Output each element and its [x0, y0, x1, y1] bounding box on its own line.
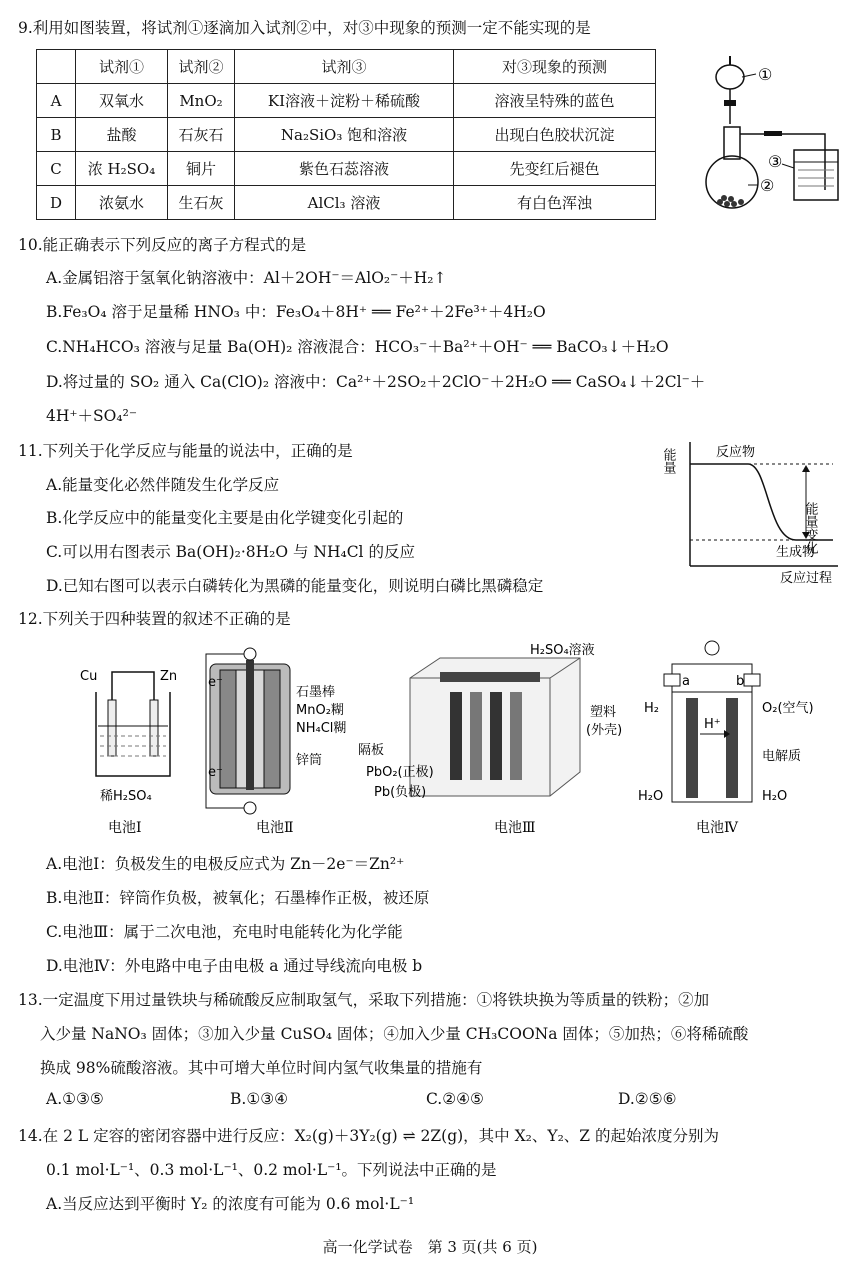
- energy-ylabel: 能量: [660, 448, 676, 474]
- cell-4-electrolyte: 电解质: [762, 749, 802, 764]
- table-cell: 盐酸: [76, 118, 168, 152]
- q11-option-d: D.已知右图可以表示白磷转化为黑磷的能量变化，则说明白磷比黑磷稳定: [46, 577, 544, 595]
- q11-option-c: C.可以用右图表示 Ba(OH)₂·8H₂O 与 NH₄Cl 的反应: [46, 543, 415, 561]
- table-cell: C: [37, 152, 76, 186]
- table-cell: 铜片: [168, 152, 235, 186]
- cell-2-mno2: MnO₂糊: [296, 703, 344, 718]
- q14-stem-line-2: 0.1 mol·L⁻¹、0.3 mol·L⁻¹、0.2 mol·L⁻¹。下列说法中正确的是: [46, 1161, 497, 1179]
- table-cell: Na₂SiO₃ 饱和溶液: [235, 118, 454, 152]
- fig-label-2: ②: [760, 176, 775, 195]
- table-cell: 出现白色胶状沉淀: [454, 118, 656, 152]
- table-cell: AlCl₃ 溶液: [235, 186, 454, 220]
- cell-2-e-bottom: e⁻: [208, 765, 223, 780]
- table-cell: 石灰石: [168, 118, 235, 152]
- q10-option-a: A.金属铝溶于氢氧化钠溶液中：Al＋2OH⁻＝AlO₂⁻＋H₂↑: [46, 269, 447, 287]
- q11-stem: 11.下列关于化学反应与能量的说法中，正确的是: [18, 442, 353, 460]
- q12-stem: 12.下列关于四种装置的叙述不正确的是: [18, 610, 291, 628]
- table-cell: KI溶液＋淀粉＋稀硫酸: [235, 84, 454, 118]
- q13-stem-line-3: 换成 98%硫酸溶液。其中可增大单位时间内氢气收集量的措施有: [40, 1059, 483, 1077]
- q13-option-b: B.①③④: [230, 1090, 289, 1108]
- reactant-label: 反应物: [716, 445, 756, 460]
- table-cell: 溶液呈特殊的蓝色: [454, 84, 656, 118]
- cell-3-shell: (外壳): [586, 723, 623, 738]
- cell-2-rod: 石墨棒: [296, 685, 336, 700]
- cell-1-name: 电池Ⅰ: [108, 820, 142, 836]
- cell-2-name: 电池Ⅱ: [256, 820, 294, 836]
- table-header: [37, 50, 76, 84]
- table-cell: D: [37, 186, 76, 220]
- q10-option-d-cont: 4H⁺＋SO₄²⁻: [46, 407, 137, 425]
- cell-3-separator: 隔板: [358, 743, 385, 758]
- energy-diagram: [660, 436, 854, 586]
- cell-3-name: 电池Ⅲ: [494, 820, 536, 836]
- q13-stem-line-1: 13.一定温度下用过量铁块与稀硫酸反应制取氢气，采取下列措施：①将铁块换为等质量的铁粉；②加: [18, 991, 710, 1009]
- table-cell: 先变红后褪色: [454, 152, 656, 186]
- q14-option-a: A.当反应达到平衡时 Y₂ 的浓度有可能为 0.6 mol·L⁻¹: [46, 1195, 415, 1213]
- energy-change-label: 能量变化: [802, 502, 818, 554]
- q13-options: [0, 1090, 860, 1112]
- q12-option-b: B.电池Ⅱ：锌筒作负极，被氧化；石墨棒作正极，被还原: [46, 889, 430, 907]
- cell-4-h2: H₂: [644, 701, 659, 716]
- cell-2-can: 锌筒: [296, 753, 323, 768]
- cell-4-h2o-right: H₂O: [762, 789, 788, 804]
- q9-table: [36, 49, 656, 220]
- table-row: [37, 152, 656, 186]
- table-header: 试剂③: [235, 50, 454, 84]
- cell-1-cu: Cu: [80, 669, 98, 684]
- cell-3-negative: Pb(负极): [374, 785, 427, 800]
- table-cell: MnO₂: [168, 84, 235, 118]
- q9-apparatus-figure: [690, 42, 850, 217]
- table-cell: A: [37, 84, 76, 118]
- cell-2-diagram: [206, 648, 346, 836]
- table-row: [37, 118, 656, 152]
- q10-stem: 10.能正确表示下列反应的离子方程式的是: [18, 236, 307, 254]
- table-cell: 有白色浑浊: [454, 186, 656, 220]
- table-header: 试剂②: [168, 50, 235, 84]
- cell-2-nh4cl: NH₄Cl糊: [296, 721, 347, 736]
- cell-4-hplus: H⁺: [704, 717, 721, 732]
- table-row: [37, 84, 656, 118]
- fig-label-3: ③: [768, 152, 783, 171]
- cell-3-plastic: 塑料: [590, 705, 617, 720]
- table-header: 对③现象的预测: [454, 50, 656, 84]
- table-row: [37, 186, 656, 220]
- q10-option-b: B.Fe₃O₄ 溶于足量稀 HNO₃ 中：Fe₃O₄＋8H⁺ ══ Fe²⁺＋2Fe³⁺＋4H₂O: [46, 303, 546, 321]
- q11-option-a: A.能量变化必然伴随发生化学反应: [46, 476, 280, 494]
- q13-option-d: D.②⑤⑥: [618, 1090, 677, 1108]
- cell-3-diagram: [358, 642, 622, 836]
- q14-stem-line-1: 14.在 2 L 定容的密闭容器中进行反应：X₂(g)＋3Y₂(g) ⇌ 2Z(g)，其中 X₂、Y₂、Z 的起始浓度分别为: [18, 1127, 719, 1145]
- cell-4-electrode-b: b: [736, 674, 745, 689]
- q13-option-c: C.②④⑤: [426, 1090, 484, 1108]
- q12-option-a: A.电池Ⅰ：负极发生的电极反应式为 Zn－2e⁻＝Zn²⁺: [46, 855, 405, 873]
- cell-3-solution: H₂SO₄溶液: [530, 643, 595, 658]
- product-label: 生成物: [776, 545, 816, 560]
- cell-4-o2: O₂(空气): [762, 701, 814, 716]
- cell-4-h2o-left: H₂O: [638, 789, 664, 804]
- table-cell: 浓氨水: [76, 186, 168, 220]
- cell-1-diagram: [80, 669, 177, 836]
- table-cell: B: [37, 118, 76, 152]
- table-cell: 浓 H₂SO₄: [76, 152, 168, 186]
- fig-label-1: ①: [758, 65, 773, 84]
- q11-option-b: B.化学反应中的能量变化主要是由化学键变化引起的: [46, 509, 404, 527]
- cell-4-electrode-a: a: [682, 674, 690, 689]
- q9-stem: 9.利用如图装置，将试剂①逐滴加入试剂②中，对③中现象的预测一定不能实现的是: [18, 19, 591, 37]
- cell-2-e-top: e⁻: [208, 675, 223, 690]
- q12-option-d: D.电池Ⅳ：外电路中电子由电极 a 通过导线流向电极 b: [46, 957, 423, 975]
- cell-1-zn: Zn: [160, 669, 178, 684]
- q10-option-c: C.NH₄HCO₃ 溶液与足量 Ba(OH)₂ 溶液混合：HCO₃⁻＋Ba²⁺＋OH⁻ ══ BaCO₃↓＋H₂O: [46, 338, 669, 356]
- table-header-row: [37, 50, 656, 84]
- q10-option-d: D.将过量的 SO₂ 通入 Ca(ClO)₂ 溶液中：Ca²⁺＋2SO₂＋2ClO⁻＋2H₂O ══ CaSO₄↓＋2Cl⁻＋: [46, 373, 706, 391]
- table-cell: 双氧水: [76, 84, 168, 118]
- cell-3-positive: PbO₂(正极): [366, 765, 434, 780]
- q13-option-a: A.①③⑤: [46, 1090, 104, 1108]
- cell-4-name: 电池Ⅳ: [696, 820, 738, 836]
- energy-xlabel: 反应过程: [780, 571, 833, 586]
- cell-4-diagram: [638, 641, 814, 836]
- battery-figures: [60, 636, 860, 842]
- table-cell: 紫色石蕊溶液: [235, 152, 454, 186]
- q13-stem-line-2: 入少量 NaNO₃ 固体；③加入少量 CuSO₄ 固体；④加入少量 CH₃COONa 固体；⑤加热；⑥将稀硫酸: [40, 1025, 749, 1043]
- cell-1-acid: 稀H₂SO₄: [100, 789, 152, 804]
- table-header: 试剂①: [76, 50, 168, 84]
- table-cell: 生石灰: [168, 186, 235, 220]
- page-footer: 高一化学试卷 第 3 页(共 6 页): [322, 1238, 538, 1256]
- q12-option-c: C.电池Ⅲ：属于二次电池，充电时电能转化为化学能: [46, 923, 403, 941]
